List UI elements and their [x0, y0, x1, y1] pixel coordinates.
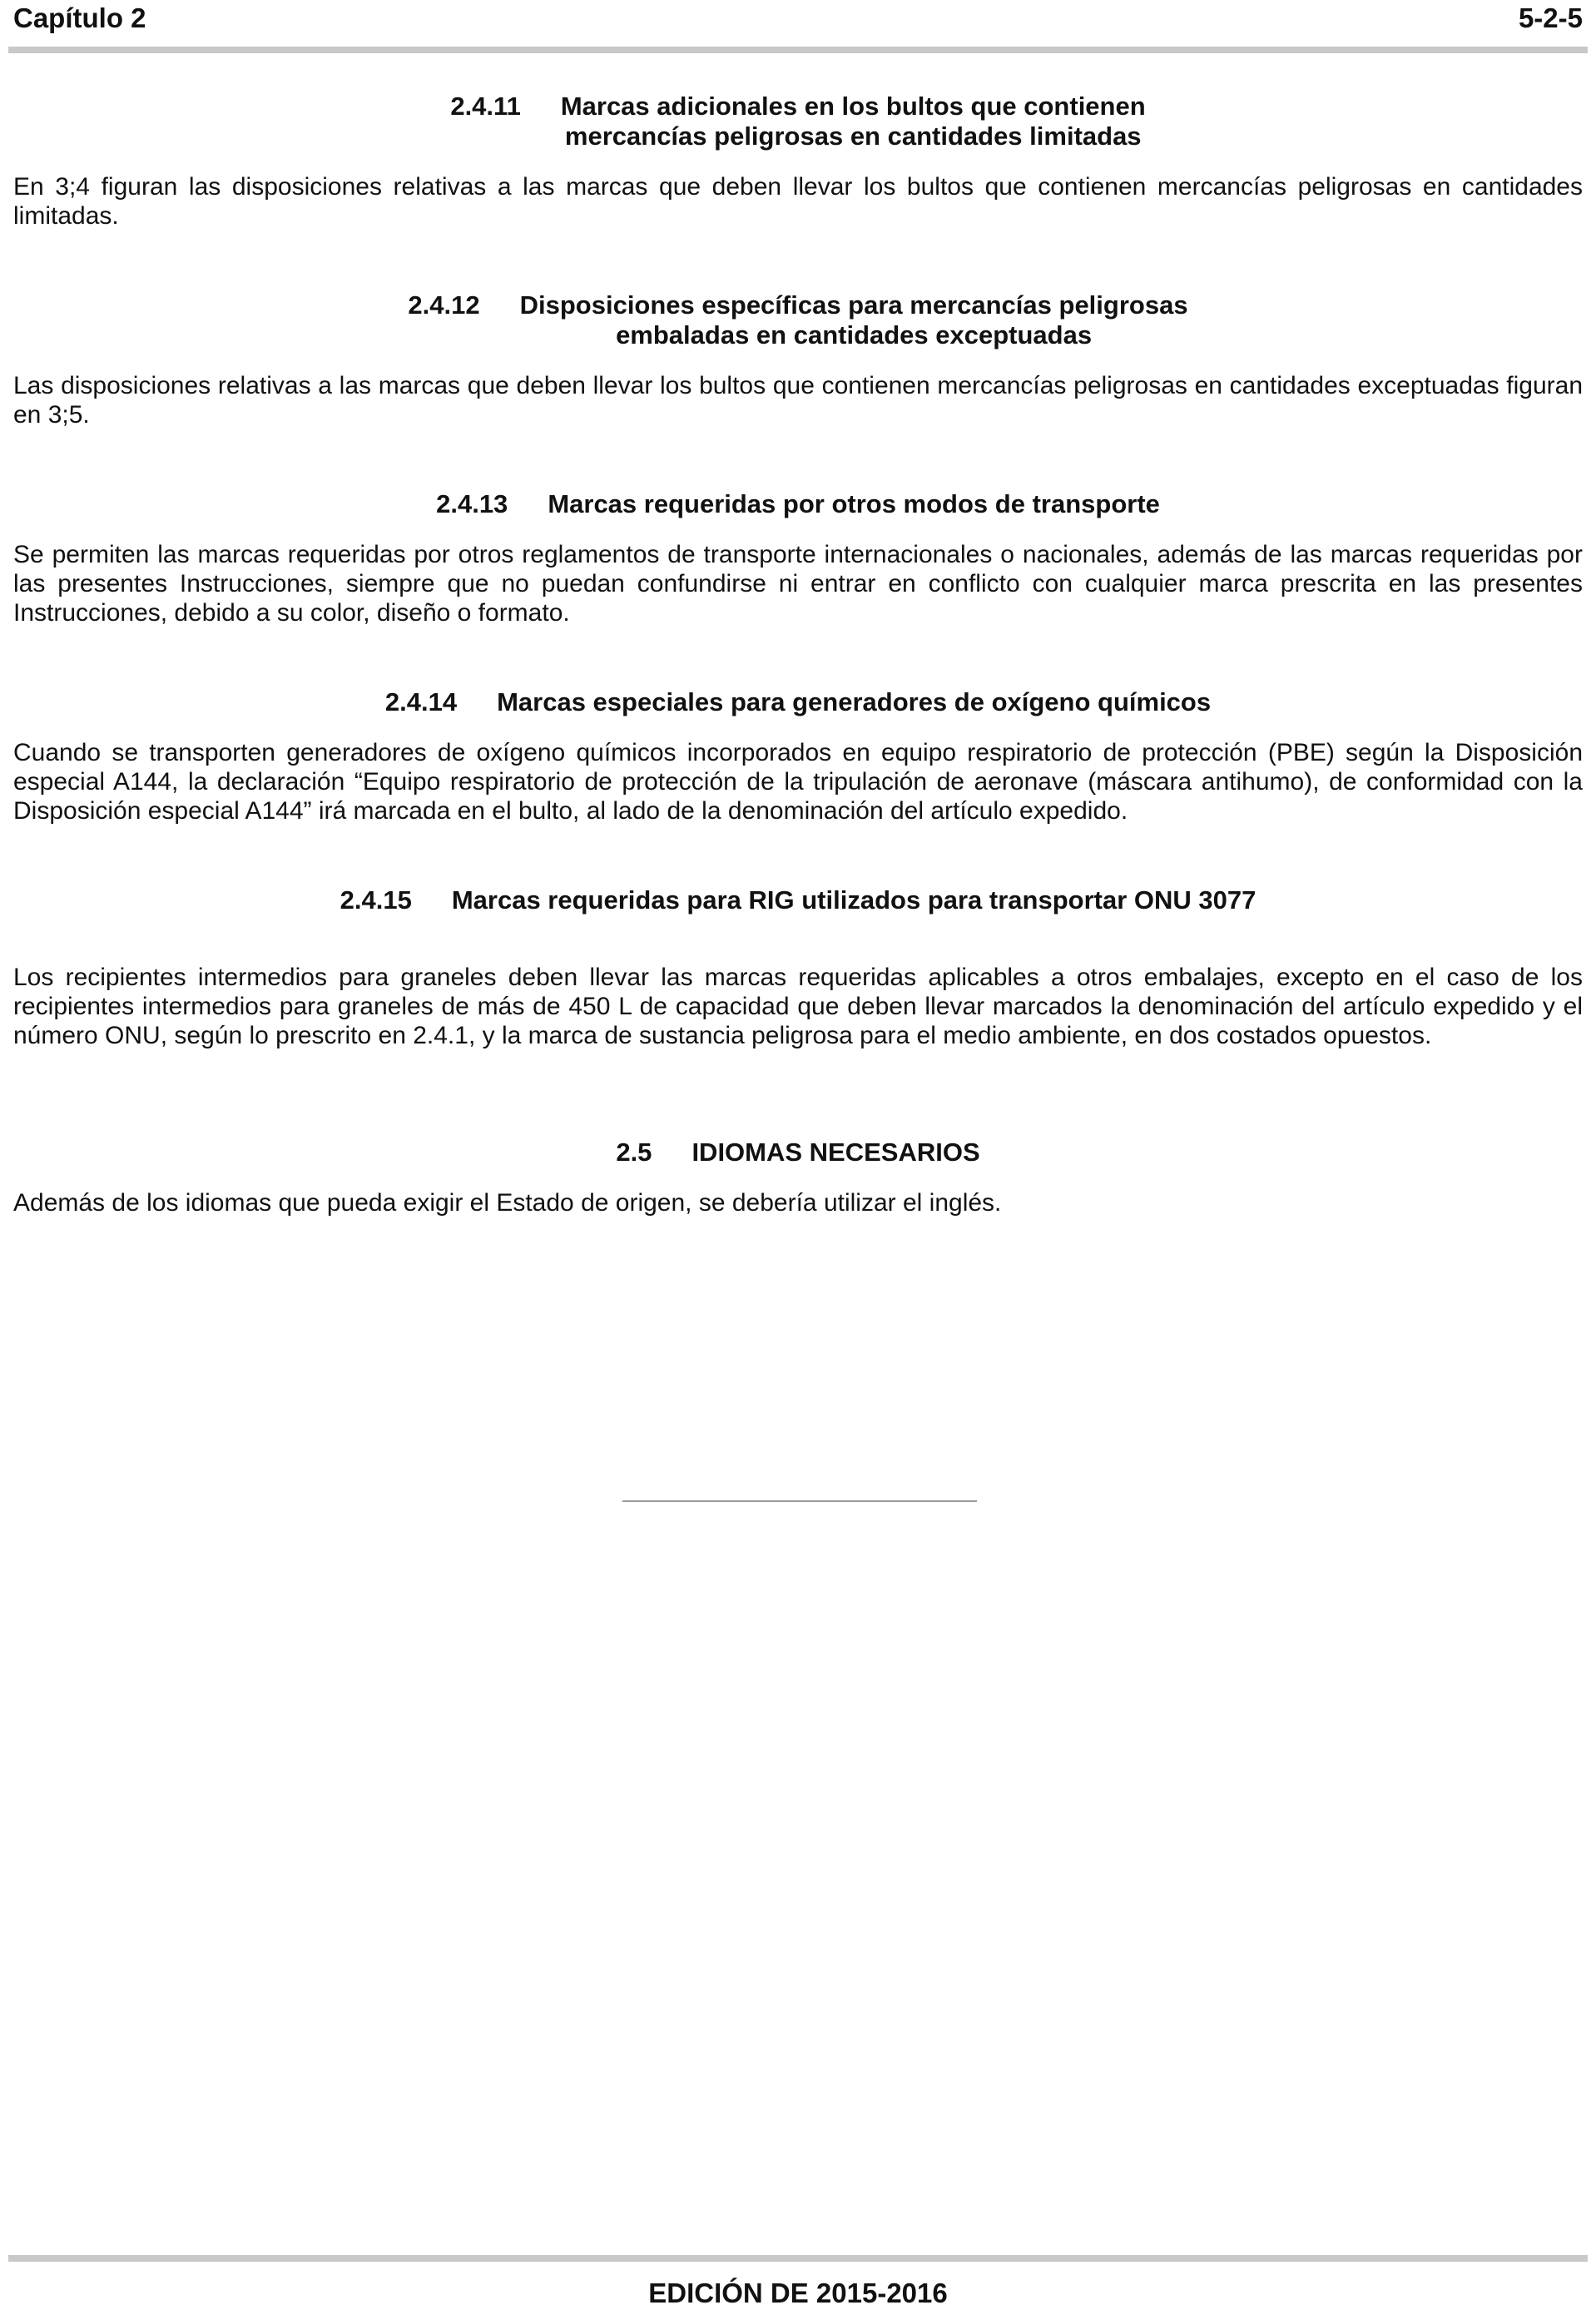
header-divider: [8, 47, 1588, 53]
page-header: [13, 0, 1583, 37]
section-title: [520, 290, 1188, 350]
section-2-4-11: [13, 92, 1583, 231]
section-heading: [13, 687, 1583, 717]
section-title: Marcas especiales para generadores de oxígeno químicos: [497, 687, 1212, 716]
section-paragraph: En 3;4 figuran las disposiciones relativas a las marcas que deben llevar los bultos que contienen mercancías peligrosas en cantidades limitadas.: [13, 173, 1583, 230]
section-heading: [13, 1138, 1583, 1167]
section-number: 2.4.15: [340, 885, 412, 915]
section-heading: [13, 92, 1583, 151]
section-title: [561, 92, 1146, 151]
section-heading: [13, 290, 1583, 350]
section-title: Marcas requeridas para RIG utilizados para transportar ONU 3077: [451, 885, 1256, 915]
section-title-line: mercancías peligrosas en cantidades limitadas: [564, 121, 1142, 151]
footer-divider: [8, 2255, 1588, 2262]
section-number: 2.4.13: [436, 489, 508, 518]
section-heading: [13, 885, 1583, 915]
section-paragraph: Además de los idiomas que pueda exigir el Estado de origen, se debería utilizar el inglés.: [13, 1189, 1002, 1217]
section-number: 2.4.11: [450, 92, 521, 121]
section-title: Marcas requeridas por otros modos de transporte: [548, 489, 1160, 518]
section-2-5: [13, 1138, 1583, 1217]
section-title-line: embaladas en cantidades exceptuadas: [616, 320, 1093, 349]
section-2-4-12: [13, 290, 1583, 429]
section-paragraph: Las disposiciones relativas a las marcas que deben llevar los bultos que contienen mercancías peligrosas en cantidades exceptuadas figuran en 3;5.: [13, 372, 1583, 429]
page-body: [13, 92, 1583, 1217]
section-title-line: Disposiciones específicas para mercancías peligrosas: [519, 290, 1188, 320]
section-heading: [13, 489, 1583, 519]
section-number: 2.5: [616, 1138, 652, 1167]
section-title: IDIOMAS NECESARIOS: [691, 1138, 980, 1167]
section-paragraph: Cuando se transporten generadores de oxígeno químicos incorporados en equipo respiratorio de protección (PBE) según la Disposición especial A144, la declaración “Equipo respiratorio de protección de la tripulación de aeronave (máscara antihumo), de conformidad con la Disposición especial A144” irá marcada en el bulto, al lado de la denominación del artículo expedido.: [13, 739, 1583, 825]
section-2-4-13: [13, 489, 1583, 627]
section-paragraph: Se permiten las marcas requeridas por otros reglamentos de transporte internacionales o nacionales, además de las marcas requeridas por las presentes Instrucciones, siempre que no puedan confundirse ni entrar en conflicto con cualquier marca prescrita en las presentes Instrucciones, debido a su color, diseño o formato.: [13, 541, 1583, 627]
edition-footer: EDICIÓN DE 2015-2016: [648, 2278, 948, 2308]
section-number: 2.4.14: [384, 687, 458, 716]
end-of-chapter-rule: [622, 1500, 977, 1502]
section-number: 2.4.12: [408, 290, 480, 320]
section-2-4-14: [13, 687, 1583, 825]
section-paragraph: Los recipientes intermedios para graneles deben llevar las marcas requeridas aplicables a otros embalajes, excepto en el caso de los recipientes intermedios para graneles de más de 450 L de capacidad que deben llevar marcados la denominación del artículo expedido y el número ONU, según lo prescrito en 2.4.1, y la marca de sustancia peligrosa para el medio ambiente, en dos costados opuestos.: [13, 964, 1583, 1049]
page-number: 5-2-5: [1518, 2, 1583, 33]
chapter-label: Capítulo 2: [13, 2, 146, 33]
section-2-4-15: [13, 885, 1583, 1050]
section-title-line: Marcas adicionales en los bultos que contienen: [560, 92, 1146, 121]
